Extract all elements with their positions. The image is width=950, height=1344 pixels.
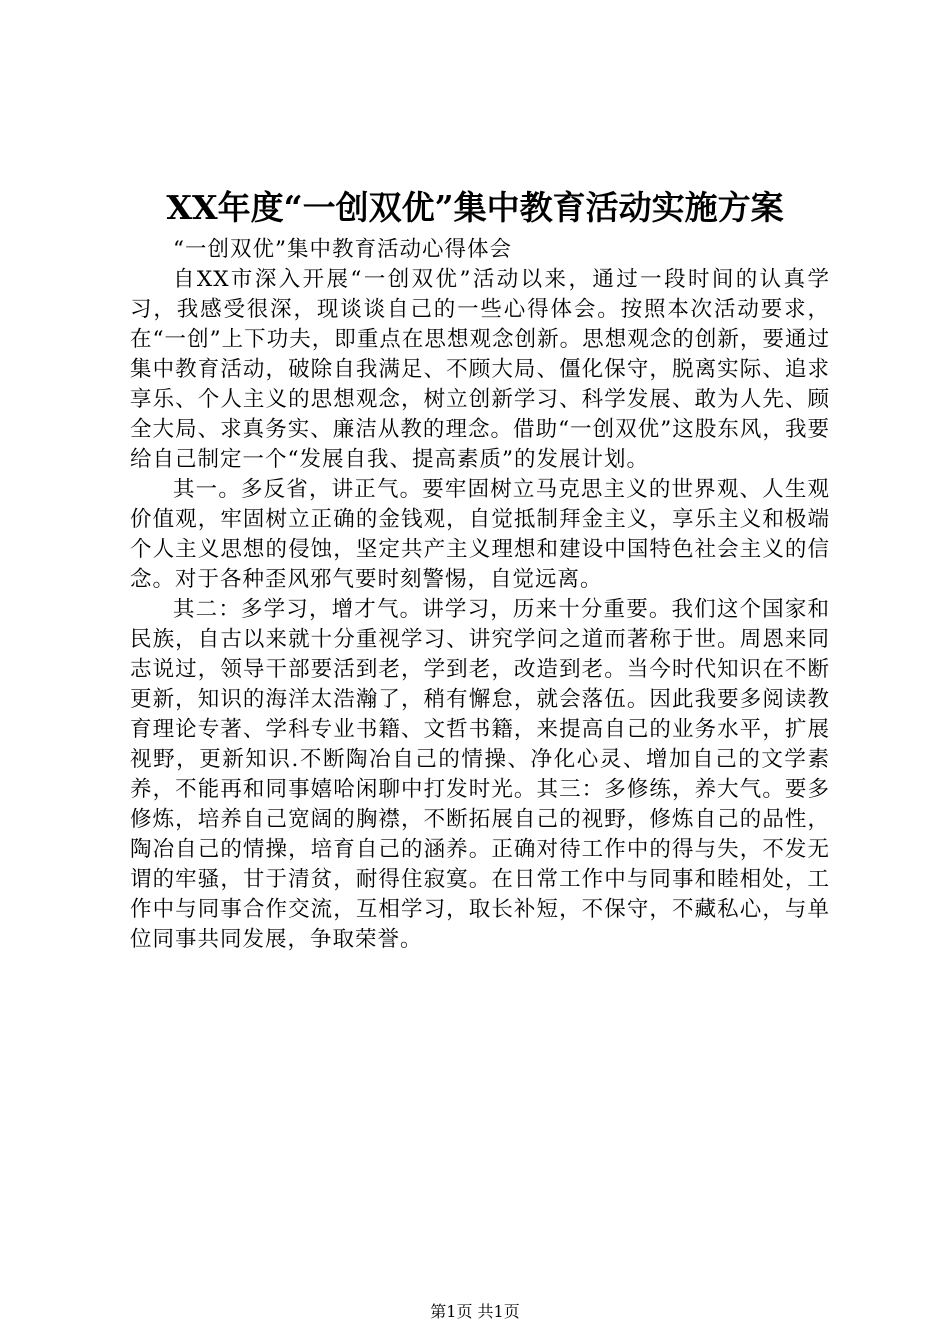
paragraph-point-one: 其一。多反省，讲正气。要牢固树立马克思主义的世界观、人生观价值观，牢固树立正确的金钱观，自觉抵制拜金主义，享乐主义和极端个人主义思想的侵蚀，坚定共产主义理想和建设中国特色社会主义的信念。对于各种歪风邪气要时刻警惕，自觉远离。 [130, 477, 830, 592]
paragraph-point-two-three: 其二：多学习，增才气。讲学习，历来十分重要。我们这个国家和民族，自古以来就十分重视学习、讲究学问之道而著称于世。周恩来同志说过，领导干部要活到老，学到老，改造到老。当今时代知识在不断更新，知识的海洋太浩瀚了，稍有懈怠，就会落伍。因此我要多阅读教育理论专著、学科专业书籍、文哲书籍，来提高自己的业务水平，扩展视野，更新知识.不断陶冶自己的情操、净化心灵、增加自己的文学素养，不能再和同事嬉哈闲聊中打发时光。其三：多修练，养大气。要多修炼，培养自己宽阔的胸襟，不断拓展自己的视野，修炼自己的品性，陶冶自己的情操，培育自己的涵养。正确对待工作中的得与失，不发无谓的牢骚，甘于清贫，耐得住寂寞。在日常工作中与同事和睦相处，工作中与同事合作交流，互相学习，取长补短，不保守，不藏私心，与单位同事共同发展，争取荣誉。 [130, 597, 830, 952]
paragraph-intro: 自XX市深入开展“一创双优”活动以来，通过一段时间的认真学习，我感受很深，现谈谈自己的一些心得体会。按照本次活动要求，在“一创”上下功夫，即重点在思想观念创新。思想观念的创新，要通过集中教育活动，破除自我满足、不顾大局、僵化保守，脱离实际、追求享乐、个人主义的思想观念，树立创新学习、科学发展、敢为人先、顾全大局、求真务实、廉洁从教的理念。借助“一创双优”这股东风，我要给自己制定一个“发展自我、提高素质”的发展计划。 [130, 267, 830, 472]
document-subtitle: “一创双优”集中教育活动心得体会 [173, 237, 512, 262]
document-title: XX年度“一创双优”集中教育活动实施方案 [166, 188, 784, 227]
page-number-footer: 第1页 共1页 [430, 1302, 520, 1321]
document-body [130, 235, 830, 955]
